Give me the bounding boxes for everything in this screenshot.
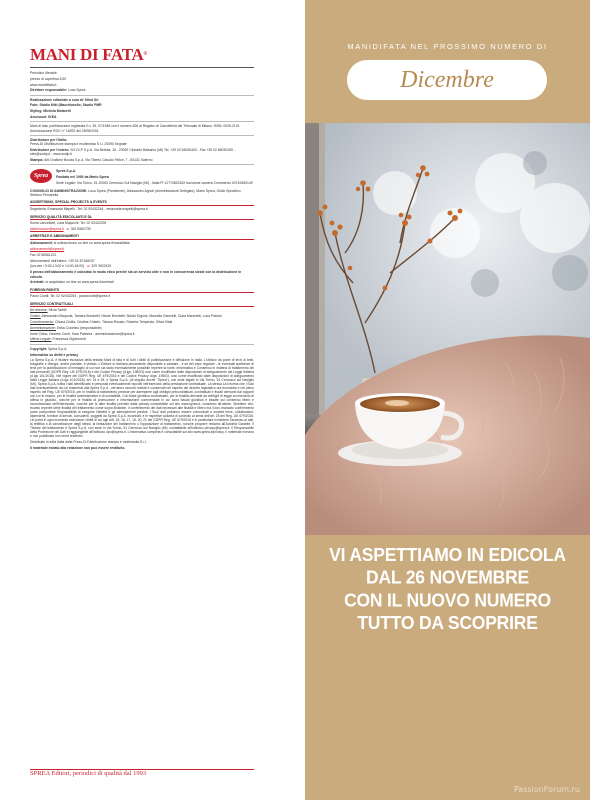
privacy-text: La Sprea S.p.A. è titolare esclusiva della testata Mani di fata e di tutti i diritti di pubblicazione e diffusione in Italia. L'utilizzo da parte di terzi di testi, fotografie e disegni, anche parziale, è vietato. L'Editore si dichiara pienamente disponibile a valutare - e se del caso regolare - le eventuali spettanze di terzi per la pubblicazione di immagini di cui non sia stato eventualmente possibile reperire la fonte. Informativa e Consenso in materia di trattamento dei dati personali (GDPR Reg. UE 679/2016) e del Codice Privacy (d.lgs. 196/03) così come modificato dalle disposizioni di adeguamento del Legge Italiana (d.lgs 101/2018). Nel vigore del GDPR Reg. UE 679/2016 e del Codice Privacy d.lgs. 196/03, così come modificato dalle disposizioni di adeguamento della Legge Italiana (d.lgs 101/2018), art. 24 e 25, e Sprea S.p.A. (di seguito anche "Sprea"), con sede legale in Via Torino, 51 Cernusco sul Naviglio (MI), Sprea S.p.A. tratta i dati identificativi e personali eventualmente raccolti nell'esercizio della prestazione contrattuale. La stessa La informa che i Suoi dati eventualmente da Lei trasmessi alla Sprea S.p.A., verranno raccolti, trattati e conservati nel rispetto del decreto legislativo ora enunciato e nel pieno rispetto del Reg. UE 679/2016, per le finalità di trattamento previste per adempiere agli obblighi precontrattuali, contrattuali e fiscali derivanti dai rapporti con Lei in essere, per le finalità amministrative e di contabilità. Con base giuridica contrattuale, per le finalità derivanti da obblighi di legge ed esercizio di difesa in giudizio, nonché per le finalità di promozione e informazione commerciale in cui sono basati giuridica e basate sul consenso libero e incondizionato dell'interessato, nonché per le altre finalità previste dalla privacy consultabile sul sito www.sprea.it, consenso all'utente. Sinettere che, trovato reperire delle finalità del trattamento come sopra illustrate, il conferimento dei dati necessari alle finalità e libero ma il loro mancato conferimento potrà comportare l'impossibilità di eseguire l'attività e gli adempimenti previsti. I Suoi dati potranno essere comunicati a società terze, collaboratori, dipendenti, fornitori di servizi, consulenti, soggetti da Sprea S.p.A. incaricati, e le rispettive autorità di controllo ai sensi dell'art. 28 del Reg. UE 679/2016. Lei potrà in ogni momento esercitare i diritti di cui agli artt. 15, 16, 17, 18, 20, 21 del GDPR Reg. UE 679/2016 e in particolare richiedere l'accesso ai dati, la rettifica o la cancellazione degli stessi, la limitazione del trattamento o l'opposizione al trattamento, nonché proporre reclamo all'Autorità Garante. Il Titolare del trattamento è Sprea S.p.A. con sede in Via Torino, 51 Cernusco sul Naviglio (MI), contattabile all'indirizzo privacy@sprea.it. Il Responsabile della Protezione dei Dati è raggiungibile all'indirizzo dpo@sprea.it. L'informativa completa è consultabile sul sito www.sprea.it/privacy. Il materiale ricevuto e non pubblicato non verrà restituito. <box>30 358 254 439</box>
publisher-block <box>30 169 254 186</box>
whatsapp-icon: ☏ <box>65 227 70 232</box>
colophon <box>30 46 254 776</box>
hours-line: (lun-ven / 9:00-13:00 e 14:00-18:00) ☏ 329 3922420 <box>30 264 112 269</box>
admin-more-line: Irene Citino, Desirée Conti, Sara Palestra - amministrazione@sprea.it <box>30 331 135 336</box>
fax-line: Fax 02 56561221 <box>30 252 57 257</box>
board-line: CONSIGLIO DI AMMINISTRAZIONE: Luca Sprea (Presidente), Alessandro Agnoli (Amministratore Delegato), Mario Sprea, Giulio Spreafico, Stefano Pernarella <box>30 188 242 198</box>
divider <box>30 95 254 96</box>
company-address: Sede Legale: Via Torino, 51 20063 Cernusco Sul Naviglio (MI) - Italia PI 12770820152 Iscrizione camera Commercio 00746350149 <box>56 181 253 186</box>
divider <box>30 135 254 136</box>
subscriptions-email-link[interactable]: abbonamenti@sprea.it <box>30 247 65 252</box>
accessories-line: Accessori: IKEA <box>30 115 57 120</box>
registration-text: Mani di fata, pubblicazione registrata il n. 39, 07/1948 con il numero 306 al Registro di Cancelleria del Tribunale di Milano. ISSN: 0035-2101 Autorizzazione ROC n° 16392 del 25/08/2001 <box>30 124 240 133</box>
next-issue-label: MANIDIFATA NEL PROSSIMO NUMERO DI <box>347 42 548 51</box>
styling-line: Styling: Michela Motarelli <box>30 109 71 114</box>
divider <box>30 67 254 68</box>
privacy-heading: Informativa su diritti e privacy <box>30 352 79 357</box>
legal-line: Ufficio Legale: Francesca Sigismondi <box>30 337 86 342</box>
watermark: PassionForum.ru <box>513 785 580 794</box>
website-link[interactable]: www.manidifata.it <box>30 82 57 87</box>
photo-line: Foto: Studio Miki (Macchiavello, Studio PMR <box>30 103 102 108</box>
foreign-distributor-line: Distributore per l'estero: SO.DI.P S.p.A. Via Bettola, 18 - 20092 Cinisello Balsamo (MI) Tel. +39 02 66030400 - Fax +39 02 66030269 - sies@sodip.it - www.sodip.it <box>30 148 235 157</box>
art-director-line: Art director: Silvia Taietti <box>30 308 67 313</box>
quality-heading: SERVIZIO QUALITÀ EDICOLANTI E DL <box>30 215 254 221</box>
company-name: Sprea S.p.A. <box>56 169 76 174</box>
no-return-note: Il materiale inviato alla redazione non può essere restituito. <box>30 445 126 450</box>
cover-price: prezzo di copertina 6,50 <box>30 76 67 81</box>
next-issue-panel <box>305 0 590 800</box>
whatsapp-icon: ☏ <box>86 264 91 269</box>
publisher-info <box>56 169 253 186</box>
admin-line: Amministrazione: Erika Colombo (responsabile) <box>30 325 102 330</box>
print-line: Stampa: Arti Grafiche Boccia S.p.A. Via Tiberio Claudio Felice, 7 - 84131 Salerno <box>30 158 153 163</box>
periodicity: Periodico Mensile <box>30 71 57 75</box>
subscriptions-heading: ARRETRATI E ABBONAMENTI <box>30 234 254 240</box>
next-issue-month: Dicembre <box>347 60 547 100</box>
publisher-tagline: SPREA Editori, periodici di qualità dal 1993 <box>30 769 254 776</box>
subs-note: Il prezzo dell'abbonamento è calcolato in modo etico perché sia un servizio utile e non in concorrenza sleale con la distribuzione in edicola. <box>30 270 242 279</box>
editorial-line: Realizzazione editoriale a cura di: Mind Srl <box>30 97 99 102</box>
magazine-title: MANI DI FATA® <box>30 45 147 64</box>
quality-line: Sonia Lancellotti, Luca Majocchi: Tel. 02 92432295 <box>30 221 107 226</box>
graphics-line: Grafici: Alessandro Bisquola, Tamara Bombelli, Nicole Bombelli, Nicolò Digiuni, Marcella Gavinelli, Clara Marchetti, Luca Patrian <box>30 314 222 319</box>
divider <box>30 164 254 165</box>
promo-line: CON IL NUOVO NUMERO <box>344 589 551 611</box>
sprea-logo: Sprea <box>30 169 52 183</box>
next-issue-header <box>305 0 590 123</box>
promo-text <box>305 544 590 635</box>
adv-heading: ADVERTISING, SPECIAL PROJECTS & EVENTS <box>30 200 254 206</box>
promo-panel <box>305 535 590 800</box>
arretrati-line: Arretrati: si acquistano on-line su www.sprea.it/arretrati <box>30 280 114 285</box>
distribution-email-link[interactable]: distribuzione@sprea.it <box>30 227 64 232</box>
copyright-line: Copyright: Sprea S.p.A. <box>30 346 68 351</box>
coffee-window-illustration <box>305 123 590 535</box>
divider <box>30 344 254 345</box>
registered-mark: ® <box>143 52 147 57</box>
distributor-line: Distributore per l'Italia: Press-Di Distribuzione stampa e multimedia S.r.l. 20090 Segrate <box>30 137 127 147</box>
promo-line: VI ASPETTIAMO IN EDICOLA <box>329 543 566 566</box>
promo-line: TUTTO DA SCOPRIRE <box>357 611 538 634</box>
cover-photo <box>305 123 590 535</box>
adv-line: Segreteria: Emanuela Mapelli - Tel. 02 92432244 - emanuela.mapelli@sprea.it <box>30 207 148 212</box>
contracts-heading: SERVIZIO CONTRATTUALI <box>30 302 254 308</box>
coordination-line: Coordinamento: Chiara Civilla, Cristina Chiarle, Tiziana Rosato, Roberta Tempesta, Silvia Vitali <box>30 320 173 325</box>
promo-line: DAL 26 NOVEMBRE <box>366 566 529 588</box>
quality-contact: distribuzione@sprea.it ☏ 351 5582739 <box>30 227 91 232</box>
director-line: Direttore responsabile: Luca Sprea <box>30 88 86 93</box>
divider <box>30 121 254 122</box>
closing-note: Distribuito in tutta Italia dalla Press-Di Distribuzione stampa e multimedia S.r.l. <box>30 439 147 444</box>
rights-line: Paolo Cionti: Tel. 02 92432253 - paolocionti@sprea.it <box>30 294 110 299</box>
subscriptions-line: Abbonamenti: si sottoscrivono on-line su www.sprea.it/manidifata <box>30 241 130 246</box>
founded-line: Fondata nel 1993 da Mario Sprea <box>56 175 109 180</box>
foreign-subs-line: Abbonamenti dall'estero: +39 02 87168197 <box>30 258 95 263</box>
rights-heading: FOREIGN RIGHTS <box>30 288 254 294</box>
